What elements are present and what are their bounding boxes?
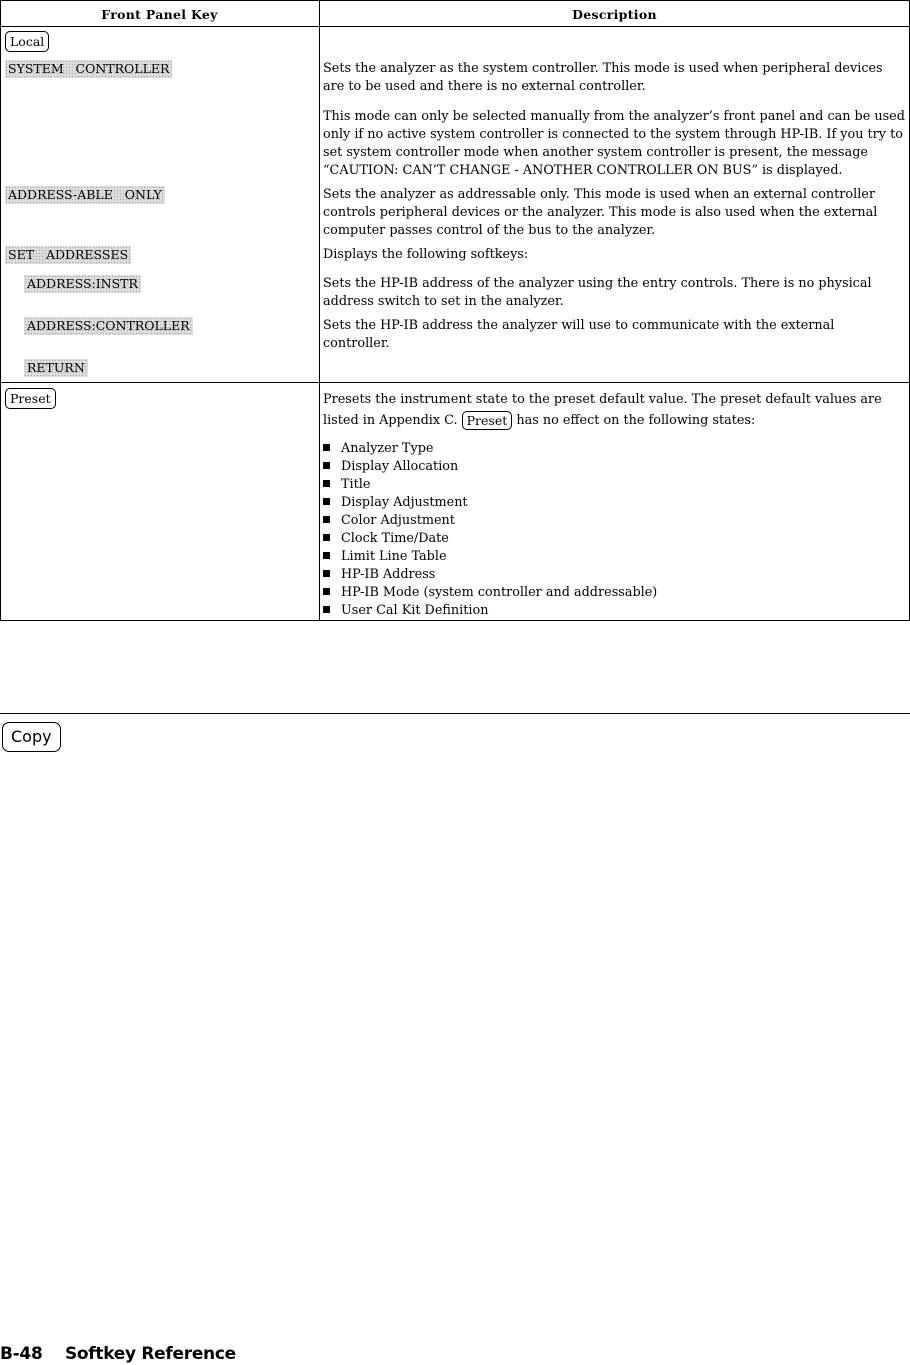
header-bottom-border: [0, 26, 910, 27]
list-item: [323, 548, 657, 566]
copy-hardkey[interactable]: Copy: [2, 722, 61, 752]
list-item-label: User Cal Kit Definition: [341, 603, 489, 618]
list-item: [323, 440, 657, 458]
preset-description-text: Presets the instrument state to the preset default value. The preset default values are listed in Appendix C.: [323, 392, 882, 428]
column-header-description: Description: [572, 7, 657, 22]
bullet-icon: [323, 498, 330, 505]
list-item-label: HP-IB Address: [341, 567, 436, 582]
list-item: [323, 494, 657, 512]
list-item-label: Title: [341, 477, 371, 492]
list-item-label: Analyzer Type: [341, 441, 434, 456]
system-controller-softkey[interactable]: SYSTEM CONTROLLER: [5, 60, 172, 78]
list-item: [323, 602, 657, 620]
system-controller-description: Sets the analyzer as the system controller. This mode is used when peripheral devices are to be used and there is no external controller.: [323, 61, 883, 94]
addressable-only-description: Sets the analyzer as addressable only. This mode is used when an external controller controls peripheral devices or the analyzer. This mode is also used when the external computer passes control of the bus to the analyzer.: [323, 187, 878, 238]
bullet-icon: [323, 606, 330, 613]
column-divider: [319, 0, 320, 621]
bullet-icon: [323, 480, 330, 487]
addressable-only-softkey[interactable]: ADDRESS-ABLE ONLY: [5, 186, 165, 204]
column-header-front-panel-key: Front Panel Key: [101, 7, 218, 22]
return-softkey[interactable]: RETURN: [24, 359, 88, 377]
list-item: [323, 530, 657, 548]
table-left-border: [0, 0, 1, 621]
set-addresses-softkey[interactable]: SET ADDRESSES: [5, 246, 131, 264]
unaffected-states-list: [323, 440, 657, 620]
bullet-icon: [323, 462, 330, 469]
table-top-border: [0, 0, 910, 1]
row-divider: [0, 382, 910, 383]
address-instr-softkey[interactable]: ADDRESS:INSTR: [24, 275, 141, 293]
list-item-label: Limit Line Table: [341, 549, 447, 564]
list-item-label: Clock Time/Date: [341, 531, 449, 546]
address-controller-description: Sets the HP-IB address the analyzer will use to communicate with the external controller.: [323, 318, 835, 351]
list-item: [323, 584, 657, 602]
page-number: B-48: [0, 1344, 43, 1364]
list-item-label: Color Adjustment: [341, 513, 455, 528]
bullet-icon: [323, 588, 330, 595]
address-instr-description: Sets the HP-IB address of the analyzer using the entry controls. There is no physical address switch to set in the analyzer.: [323, 276, 872, 309]
address-controller-softkey[interactable]: ADDRESS:CONTROLLER: [24, 317, 193, 335]
system-controller-note: This mode can only be selected manually from the analyzer’s front panel and can be used only if no active system controller is connected to the system through HP-IB. If you try to set system controller mode when another system controller is present, the message “CAUTION: CAN’T CHANGE - ANOTHER CONTROLLER ON BUS” is displayed.: [323, 109, 905, 178]
bullet-icon: [323, 570, 330, 577]
list-item: [323, 566, 657, 584]
table-bottom-border: [0, 620, 910, 621]
bullet-icon: [323, 552, 330, 559]
list-item-label: HP-IB Mode (system controller and addressable): [341, 585, 658, 600]
set-addresses-description: Displays the following softkeys:: [323, 247, 529, 262]
list-item-label: Display Allocation: [341, 459, 459, 474]
section-divider: [0, 713, 910, 714]
bullet-icon: [323, 516, 330, 523]
page-footer: [0, 1344, 236, 1364]
preset-description-tail: has no effect on the following states:: [516, 413, 756, 428]
list-item: [323, 458, 657, 476]
bullet-icon: [323, 444, 330, 451]
list-item: [323, 476, 657, 494]
preset-description: [323, 389, 905, 431]
preset-inline-hardkey[interactable]: Preset: [462, 411, 513, 430]
preset-hardkey[interactable]: Preset: [5, 388, 56, 409]
section-title: Softkey Reference: [64, 1344, 236, 1364]
list-item-label: Display Adjustment: [341, 495, 468, 510]
local-hardkey[interactable]: Local: [5, 31, 49, 52]
bullet-icon: [323, 534, 330, 541]
list-item: [323, 512, 657, 530]
